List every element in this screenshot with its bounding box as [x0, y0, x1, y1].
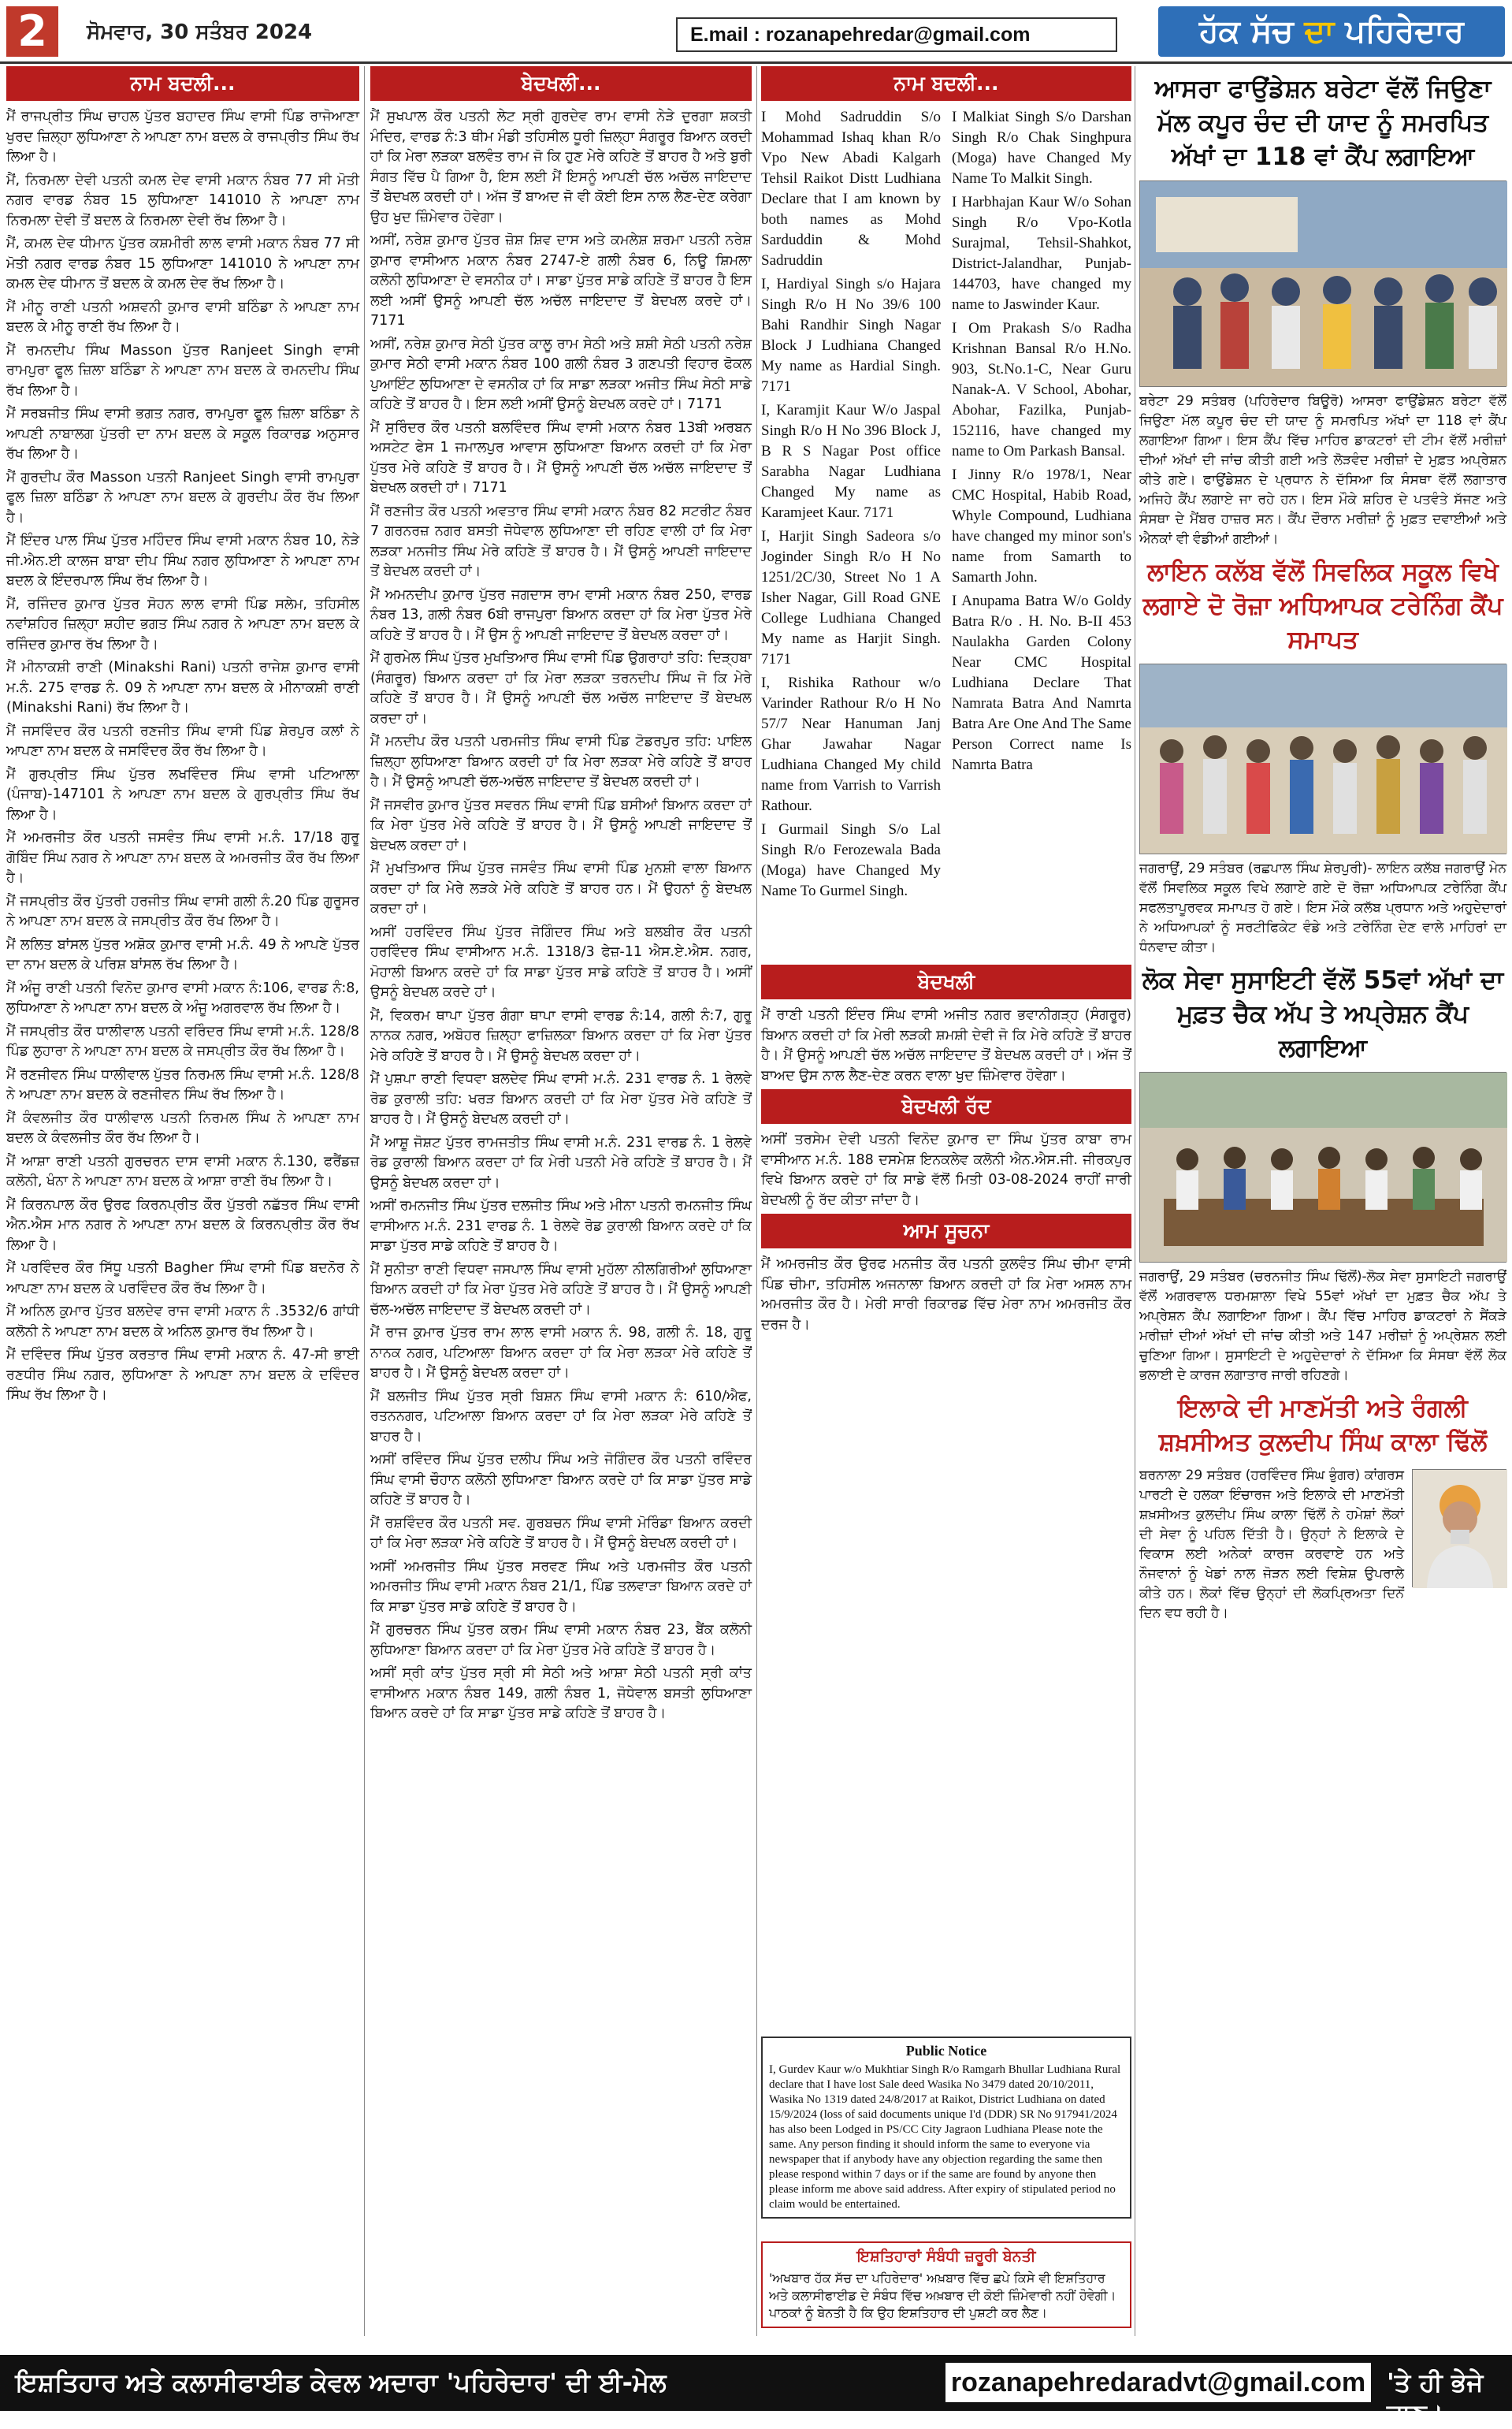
- portrait-photo: [1412, 1469, 1506, 1587]
- column-divider: [364, 66, 365, 2336]
- footer-text: ਇਸ਼ਤਿਹਾਰ ਅਤੇ ਕਲਾਸੀਫਾਈਡ ਕੇਵਲ ਅਦਾਰਾ 'ਪਹਿਰੇਦਾਰ' ਦੀ ਈ-ਮੇਲ: [16, 2368, 667, 2397]
- notice-item: ਮੈਂ ਰਾਜਪ੍ਰੀਤ ਸਿੰਘ ਚਾਹਲ ਪੁੱਤਰ ਬਹਾਦਰ ਸਿੰਘ ਵਾਸੀ ਪਿੰਡ ਰਾਜੋਆਣਾ ਖੁਰਦ ਜ਼ਿਲ੍ਹਾ ਲੁਧਿਆਣਾ ਨੇ ਆਪਣਾ ਨਾਮ ਬਦਲ ਕੇ ਰਾਜਪ੍ਰੀਤ ਸਿੰਘ ਰੱਖ ਲਿਆ ਹੈ।: [6, 109, 359, 165]
- bedakhli-heading: ਬੇਦਖਲੀ: [761, 965, 1131, 999]
- column-name-change-1: [6, 66, 359, 2336]
- adv-heading: ਇਸ਼ਤਿਹਾਰਾਂ ਸੰਬੰਧੀ ਜ਼ਰੂਰੀ ਬੇਨਤੀ: [856, 2248, 1036, 2265]
- notice-item: ਮੈਂ ਸੁਰਿੰਦਰ ਕੌਰ ਪਤਨੀ ਬਲਵਿੰਦਰ ਸਿੰਘ ਵਾਸੀ ਮਕਾਨ ਨੰਬਰ 13ਬੀ ਅਰਬਨ ਅਸਟੇਟ ਫੇਸ 1 ਜਮਾਲਪੁਰ ਆਵਾਸ ਲੁਧਿਆਣਾ ਬਿਆਨ ਕਰਦੀ ਹਾਂ ਕਿ ਮੇਰਾ ਪੁੱਤਰ ਮੇਰੇ ਕਹਿਣੇ ਤੋਂ ਬਾਹਰ ਹੈ। ਮੈਂ ਉਸਨੂੰ ਆਪਣੀ ਚੱਲ ਅਚੱਲ ਜਾਇਦਾਦ ਤੋਂ ਬੇਦਖਲ ਕਰਦੀ ਹਾਂ। 7171: [370, 419, 752, 496]
- notice-item: I Malkiat Singh S/o Darshan Singh R/o Chak Singhpura (Moga) have Changed My Name To Malkit Singh.: [952, 109, 1131, 187]
- notice-item: ਮੈਂ ਸੁਨੀਤਾ ਰਾਣੀ ਵਿਧਵਾ ਜਸਪਾਲ ਸਿੰਘ ਵਾਸੀ ਮੁਹੱਲਾ ਨੀਲਗਿਰੀਆਂ ਲੁਧਿਆਣਾ ਬਿਆਨ ਕਰਦੀ ਹਾਂ ਕਿ ਮੇਰਾ ਪੁੱਤਰ ਮੇਰੇ ਕਹਿਣੇ ਤੋਂ ਬਾਹਰ ਹੈ। ਮੈਂ ਉਸਨੂੰ ਆਪਣੀ ਚੱਲ-ਅਚੱਲ ਜਾਇਦਾਦ ਤੋਂ ਬੇਦਖਲ ਕਰਦੀ ਹਾਂ।: [370, 1261, 752, 1318]
- notice-item: ਮੈਂ ਕੰਵਲਜੀਤ ਕੌਰ ਧਾਲੀਵਾਲ ਪਤਨੀ ਨਿਰਮਲ ਸਿੰਘ ਨੇ ਆਪਣਾ ਨਾਮ ਬਦਲ ਕੇ ਕੰਵਲਜੀਤ ਕੌਰ ਰੱਖ ਲਿਆ ਹੈ।: [6, 1110, 359, 1146]
- notice-item: ਮੈਂ ਜਸਪ੍ਰੀਤ ਕੌਰ ਧਾਲੀਵਾਲ ਪਤਨੀ ਵਰਿੰਦਰ ਸਿੰਘ ਵਾਸੀ ਮ.ਨੰ. 128/8 ਪਿੰਡ ਲੁਹਾਰਾ ਨੇ ਆਪਣਾ ਨਾਮ ਬਦਲ ਕੇ ਜਸਪ੍ਰੀਤ ਕੌਰ ਰੱਖ ਲਿਆ ਹੈ।: [6, 1023, 359, 1059]
- footer-email[interactable]: rozanapehredaradvt@gmail.com: [945, 2363, 1371, 2402]
- english-notices-right: [952, 107, 1131, 779]
- notice-item: I Harbhajan Kaur W/o Sohan Singh R/o Vpo-Kotla Surajmal, Tehsil-Shahkot, District-Jalandhar, Punjab-144703, have changed my name to Jaswinder Kaur.: [952, 194, 1131, 313]
- notice-item: ਮੈਂ ਰਸ਼ਵਿੰਦਰ ਕੌਰ ਪਤਨੀ ਸਵ. ਗੁਰਬਚਨ ਸਿੰਘ ਵਾਸੀ ਮੋਰਿੰਡਾ ਬਿਆਨ ਕਰਦੀ ਹਾਂ ਕਿ ਮੇਰਾ ਲੜਕਾ ਮੇਰੇ ਕਹਿਣੇ ਤੋਂ ਬਾਹਰ ਹੈ। ਮੈਂ ਉਸਨੂੰ ਬੇਦਖਲ ਕਰਦੀ ਹਾਂ।: [370, 1515, 752, 1551]
- adv-text: 'ਅਖਬਾਰ ਹੱਕ ਸੱਚ ਦਾ ਪਹਿਰੇਦਾਰ' ਅਖ਼ਬਾਰ ਵਿੱਚ ਛਪੇ ਕਿਸੇ ਵੀ ਇਸ਼ਤਿਹਾਰ ਅਤੇ ਕਲਾਸੀਫਾਈਡ ਦੇ ਸੰਬੰਧ ਵਿੱਚ ਅਖ਼ਬਾਰ ਦੀ ਕੋਈ ਜ਼ਿੰਮੇਵਾਰੀ ਨਹੀਂ ਹੋਵੇਗੀ। ਪਾਠਕਾਂ ਨੂੰ ਬੇਨਤੀ ਹੈ ਕਿ ਉਹ ਇਸ਼ਤਿਹਾਰ ਦੀ ਪੁਸ਼ਟੀ ਕਰ ਲੈਣ।: [769, 2271, 1116, 2320]
- notice-item: ਮੈਂ ਪਰਵਿੰਦਰ ਕੌਰ ਸਿੱਧੂ ਪਤਨੀ Bagher ਸਿੰਘ ਵਾਸੀ ਪਿੰਡ ਬਦਨੋਰ ਨੇ ਆਪਣਾ ਨਾਮ ਬਦਲ ਕੇ ਪਰਵਿੰਦਰ ਕੌਰ ਰੱਖ ਲਿਆ ਹੈ।: [6, 1260, 359, 1296]
- notice-item: I Mohd Sadruddin S/o Mohammad Ishaq khan R/o Vpo New Abadi Kalgarh Tehsil Raikot Distt Ludhiana Declare that I am known by both names as Mohd Sarduddin & Mohd Sadruddin: [761, 109, 941, 269]
- public-notice-box: [761, 2037, 1131, 2219]
- notice-item: ਮੈਂ, ਵਿਕਰਮ ਥਾਪਾ ਪੁੱਤਰ ਗੰਗਾ ਥਾਪਾ ਵਾਸੀ ਵਾਰਡ ਨੰ:14, ਗਲੀ ਨੰ:7, ਗੁਰੂ ਨਾਨਕ ਨਗਰ, ਅਬੋਹਰ ਜ਼ਿਲ੍ਹਾ ਫਾਜ਼ਿਲਕਾ ਬਿਆਨ ਕਰਦਾ ਹਾਂ ਕਿ ਮੇਰਾ ਪੁੱਤਰ ਮੇਰੇ ਕਹਿਣੇ ਤੋਂ ਬਾਹਰ ਹੈ। ਮੈਂ ਉਸਨੂੰ ਬੇਦਖਲ ਕਰਦਾ ਹਾਂ।: [370, 1007, 752, 1064]
- story1-text: ਬਰੇਟਾ 29 ਸਤੰਬਰ (ਪਹਿਰੇਦਾਰ ਬਿਊਰੋ) ਆਸਰਾ ਫਾਉਂਡੇਸ਼ਨ ਬਰੇਟਾ ਵੱਲੋਂ ਜਿਉਣਾ ਮੱਲ ਕਪੂਰ ਚੰਦ ਦੀ ਯਾਦ ਨੂੰ ਸਮਰਪਿਤ ਅੱਖਾਂ ਦਾ 118 ਵਾਂ ਕੈਂਪ ਲਗਾਇਆ ਗਿਆ। ਇਸ ਕੈਂਪ ਵਿੱਚ ਮਾਹਿਰ ਡਾਕਟਰਾਂ ਦੀ ਟੀਮ ਵੱਲੋਂ ਮਰੀਜ਼ਾਂ ਦੀਆਂ ਅੱਖਾਂ ਦੀ ਜਾਂਚ ਕੀਤੀ ਗਈ ਅਤੇ ਲੋੜਵੰਦ ਮਰੀਜ਼ਾਂ ਦੇ ਮੁਫ਼ਤ ਅਪ੍ਰੇਸ਼ਨ ਕੀਤੇ ਗਏ। ਫਾਉਂਡੇਸ਼ਨ ਦੇ ਪ੍ਰਧਾਨ ਨੇ ਦੱਸਿਆ ਕਿ ਸੰਸਥਾ ਵੱਲੋਂ ਲਗਾਤਾਰ ਅਜਿਹੇ ਕੈਂਪ ਲਗਾਏ ਜਾ ਰਹੇ ਹਨ। ਇਸ ਮੌਕੇ ਸ਼ਹਿਰ ਦੇ ਪਤਵੰਤੇ ਸੱਜਣ ਅਤੇ ਸੰਸਥਾ ਦੇ ਮੈਂਬਰ ਹਾਜ਼ਰ ਸਨ। ਕੈਂਪ ਦੌਰਾਨ ਮਰੀਜ਼ਾਂ ਨੂੰ ਮੁਫ਼ਤ ਦਵਾਈਆਂ ਅਤੇ ਐਨਕਾਂ ਵੀ ਵੰਡੀਆਂ ਗਈਆਂ।: [1139, 393, 1506, 547]
- section-heading: ਬੇਦਖਲੀ...: [370, 66, 752, 101]
- footer-banner: [0, 2355, 1512, 2428]
- notice-item: I, Hardiyal Singh s/o Hajara Singh R/o H No 39/6 100 Bahi Randhir Singh Nagar Block J Ludhiana Changed My name as Hardial Singh. 7171: [761, 276, 941, 395]
- column-name-change-2: [761, 66, 1131, 2336]
- header-email[interactable]: E.mail : rozanapehredar@gmail.com: [676, 17, 1117, 52]
- notice-item: ਮੈਂ ਰਮਨਦੀਪ ਸਿੰਘ Masson ਪੁੱਤਰ Ranjeet Singh ਵਾਸੀ ਰਾਮਪੁਰਾ ਫੂਲ ਜ਼ਿਲਾ ਬਠਿੰਡਾ ਨੇ ਆਪਣਾ ਨਾਮ ਬਦਲ ਕੇ ਰਮਨਦੀਪ ਸਿੰਘ ਰੱਖ ਲਿਆ ਹੈ।: [6, 342, 359, 399]
- page-header: [0, 0, 1512, 63]
- eye-camp-photo: [1139, 180, 1506, 387]
- notice-item: ਮੈਂ ਮੁਖਤਿਆਰ ਸਿੰਘ ਪੁੱਤਰ ਜਸਵੰਤ ਸਿੰਘ ਵਾਸੀ ਪਿੰਡ ਮੁਨਸ਼ੀ ਵਾਲਾ ਬਿਆਨ ਕਰਦਾ ਹਾਂ ਕਿ ਮੇਰੇ ਲੜਕੇ ਮੇਰੇ ਕਹਿਣੇ ਤੋਂ ਬਾਹਰ ਹਨ। ਮੈਂ ਉਹਨਾਂ ਨੂੰ ਬੇਦਖਲ ਕਰਦਾ ਹਾਂ।: [370, 861, 752, 917]
- notice-item: I, Karamjit Kaur W/o Jaspal Singh R/o H No 396 Block J, B R S Nagar Post office Sarabha Nagar Ludhiana Changed My name as Karamjeet Kaur. 7171: [761, 402, 941, 521]
- story4-headline[interactable]: ਇਲਾਕੇ ਦੀ ਮਾਣਮੱਤੀ ਅਤੇ ਰੰਗਲੀ ਸ਼ਖ਼ਸੀਅਤ ਕੁਲਦੀਪ ਸਿੰਘ ਕਾਲਾ ਢਿੱਲੋਂ: [1158, 1394, 1488, 1456]
- notice-item: ਮੈਂ ਆਸ਼ਾ ਰਾਣੀ ਪਤਨੀ ਗੁਰਚਰਨ ਦਾਸ ਵਾਸੀ ਮਕਾਨ ਨੰ.130, ਫਰੈਂਡਜ਼ ਕਲੋਨੀ, ਖੰਨਾ ਨੇ ਆਪਣਾ ਨਾਮ ਬਦਲ ਕੇ ਆਸ਼ਾ ਰਾਣੀ ਰੱਖ ਲਿਆ ਹੈ।: [6, 1153, 359, 1189]
- notice-item: ਮੈਂ ਅਨਿਲ ਕੁਮਾਰ ਪੁੱਤਰ ਬਲਦੇਵ ਰਾਜ ਵਾਸੀ ਮਕਾਨ ਨੰ .3532/6 ਗਾਂਧੀ ਕਲੋਨੀ ਨੇ ਆਪਣਾ ਨਾਮ ਬਦਲ ਕੇ ਅਨਿਲ ਕੁਮਾਰ ਰੱਖ ਲਿਆ ਹੈ।: [6, 1304, 359, 1340]
- story4-text: ਬਰਨਾਲਾ 29 ਸਤੰਬਰ (ਹਰਵਿੰਦਰ ਸਿੰਘ ਭੁੰਗਰ) ਕਾਂਗਰਸ ਪਾਰਟੀ ਦੇ ਹਲਕਾ ਇੰਚਾਰਜ ਅਤੇ ਇਲਾਕੇ ਦੀ ਮਾਣਮੱਤੀ ਸ਼ਖ਼ਸੀਅਤ ਕੁਲਦੀਪ ਸਿੰਘ ਕਾਲਾ ਢਿੱਲੋਂ ਨੇ ਹਮੇਸ਼ਾਂ ਲੋਕਾਂ ਦੀ ਸੇਵਾ ਨੂੰ ਪਹਿਲ ਦਿੱਤੀ ਹੈ। ਉਨ੍ਹਾਂ ਨੇ ਇਲਾਕੇ ਦੇ ਵਿਕਾਸ ਲਈ ਅਨੇਕਾਂ ਕਾਰਜ ਕਰਵਾਏ ਹਨ ਅਤੇ ਨੌਜਵਾਨਾਂ ਨੂੰ ਖੇਡਾਂ ਨਾਲ ਜੋੜਨ ਲਈ ਵਿਸ਼ੇਸ਼ ਉਪਰਾਲੇ ਕੀਤੇ ਹਨ। ਲੋਕਾਂ ਵਿੱਚ ਉਨ੍ਹਾਂ ਦੀ ਲੋਕਪ੍ਰਿਅਤਾ ਦਿਨੋਂ ਦਿਨ ਵਧ ਰਹੀ ਹੈ।: [1139, 1467, 1404, 1621]
- notice-item: I Om Prakash S/o Radha Krishnan Bansal R/o H.No. 903, St.No.1-C, Near Guru Nanak-A. V School, Abohar, Abohar, Fazilka, Punjab-152116, have changed my name to Om Parkash Bansal.: [952, 320, 1131, 459]
- public-notice-heading: Public Notice: [905, 2043, 987, 2059]
- notice-item: ਮੈਂ ਅੰਜੂ ਰਾਣੀ ਪਤਨੀ ਵਿਨੋਦ ਕੁਮਾਰ ਵਾਸੀ ਮਕਾਨ ਨੰ:106, ਵਾਰਡ ਨੰ:8, ਲੁਧਿਆਣਾ ਨੇ ਆਪਣਾ ਨਾਮ ਬਦਲ ਕੇ ਅੰਜੂ ਅਗਰਵਾਲ ਰੱਖ ਲਿਆ ਹੈ।: [6, 980, 359, 1016]
- notice-item: ਅਸੀਂ ਰਮਨਜੀਤ ਸਿੰਘ ਪੁੱਤਰ ਦਲਜੀਤ ਸਿੰਘ ਅਤੇ ਮੀਨਾ ਪਤਨੀ ਰਮਨਜੀਤ ਸਿੰਘ ਵਾਸੀਆਨ ਮ.ਨੰ. 231 ਵਾਰਡ ਨੰ. 1 ਰੇਲਵੇ ਰੋਡ ਕੁਰਾਲੀ ਬਿਆਨ ਕਰਦੇ ਹਾਂ ਕਿ ਸਾਡਾ ਪੁੱਤਰ ਸਾਡੇ ਕਹਿਣੇ ਤੋਂ ਬਾਹਰ ਹੈ।: [370, 1198, 752, 1254]
- notice-item: ਮੈਂ ਗੁਰਚਰਨ ਸਿੰਘ ਪੁੱਤਰ ਕਰਮ ਸਿੰਘ ਵਾਸੀ ਮਕਾਨ ਨੰਬਰ 23, ਬੈਂਕ ਕਲੋਨੀ ਲੁਧਿਆਣਾ ਬਿਆਨ ਕਰਦਾ ਹਾਂ ਕਿ ਮੇਰਾ ਪੁੱਤਰ ਮੇਰੇ ਕਹਿਣੇ ਤੋਂ ਬਾਹਰ ਹੈ।: [370, 1622, 752, 1658]
- notice-item: ਮੈਂ ਅਮਨਦੀਪ ਕੁਮਾਰ ਪੁੱਤਰ ਜਗਦਾਸ ਰਾਮ ਵਾਸੀ ਮਕਾਨ ਨੰਬਰ 250, ਵਾਰਡ ਨੰਬਰ 13, ਗਲੀ ਨੰਬਰ 6ਬੀ ਰਾਜਪੁਰਾ ਬਿਆਨ ਕਰਦਾ ਹਾਂ ਕਿ ਮੇਰਾ ਪੁੱਤਰ ਮੇਰੇ ਕਹਿਣੇ ਤੋਂ ਬਾਹਰ ਹੈ। ਮੈਂ ਉਸ ਨੂੰ ਆਪਣੀ ਜਾਇਦਾਦ ਤੋਂ ਬੇਦਖਲ ਕਰਦਾ ਹਾਂ।: [370, 586, 752, 643]
- notice-item: ਮੈਂ ਬਲਜੀਤ ਸਿੰਘ ਪੁੱਤਰ ਸ੍ਰੀ ਬਿਸ਼ਨ ਸਿੰਘ ਵਾਸੀ ਮਕਾਨ ਨੰ: 610/ਐਫ, ਰਤਨਨਗਰ, ਪਟਿਆਲਾ ਬਿਆਨ ਕਰਦਾ ਹਾਂ ਕਿ ਮੇਰਾ ਲੜਕਾ ਮੇਰੇ ਕਹਿਣੇ ਤੋਂ ਬਾਹਰ ਹੈ।: [370, 1388, 752, 1445]
- column-eviction: [370, 66, 752, 2336]
- bedakhli-notice: ਮੈਂ ਰਾਣੀ ਪਤਨੀ ਇੰਦਰ ਸਿੰਘ ਵਾਸੀ ਅਜੀਤ ਨਗਰ ਭਵਾਨੀਗੜ੍ਹ (ਸੰਗਰੂਰ) ਬਿਆਨ ਕਰਦੀ ਹਾਂ ਕਿ ਮੇਰੀ ਲੜਕੀ ਸ਼ਮਸ਼ੀ ਦੇਵੀ ਜੋ ਕਿ ਮੇਰੇ ਕਹਿਣੇ ਤੋਂ ਬਾਹਰ ਹੈ। ਮੈਂ ਉਸਨੂੰ ਆਪਣੀ ਚੱਲ ਅਚੱਲ ਜਾਇਦਾਦ ਤੋਂ ਬੇਦਖਲ ਕਰਦੀ ਹਾਂ। ਅੱਜ ਤੋਂ ਬਾਅਦ ਉਸ ਨਾਲ ਲੈਣ-ਦੇਣ ਕਰਨ ਵਾਲਾ ਖੁਦ ਜ਼ਿੰਮੇਵਾਰ ਹੋਵੇਗਾ।: [761, 1007, 1131, 1084]
- notice-item: ਮੈਂ, ਰਜਿੰਦਰ ਕੁਮਾਰ ਪੁੱਤਰ ਸੋਹਨ ਲਾਲ ਵਾਸੀ ਪਿੰਡ ਸਲੇਮ, ਤਹਿਸੀਲ ਨਵਾਂਸ਼ਹਿਰ ਜ਼ਿਲ੍ਹਾ ਸ਼ਹੀਦ ਭਗਤ ਸਿੰਘ ਨਗਰ ਨੇ ਆਪਣਾ ਨਾਮ ਬਦਲ ਕੇ ਰਜਿੰਦਰ ਕੁਮਾਰ ਰੱਖ ਲਿਆ ਹੈ।: [6, 596, 359, 653]
- eye-checkup-photo: [1139, 1072, 1506, 1263]
- notice-item: ਅਸੀਂ ਸ੍ਰੀ ਕਾਂਤ ਪੁੱਤਰ ਸ੍ਰੀ ਸੀ ਸੇਠੀ ਅਤੇ ਆਸ਼ਾ ਸੇਠੀ ਪਤਨੀ ਸ੍ਰੀ ਕਾਂਤ ਵਾਸੀਆਨ ਮਕਾਨ ਨੰਬਰ 149, ਗਲੀ ਨੰਬਰ 1, ਜੋਧੇਵਾਲ ਬਸਤੀ ਲੁਧਿਆਣਾ ਬਿਆਨ ਕਰਦੇ ਹਾਂ ਕਿ ਸਾਡਾ ਪੁੱਤਰ ਸਾਡੇ ਕਹਿਣੇ ਤੋਂ ਬਾਹਰ ਹੈ।: [370, 1665, 752, 1721]
- english-notices-left: [761, 107, 941, 905]
- notice-item: ਮੈਂ ਗੁਰਦੀਪ ਕੌਰ Masson ਪਤਨੀ Ranjeet Singh ਵਾਸੀ ਰਾਮਪੁਰਾ ਫੂਲ ਜ਼ਿਲਾ ਬਠਿੰਡਾ ਨੇ ਆਪਣਾ ਨਾਮ ਬਦਲ ਕੇ ਗੁਰਦੀਪ ਕੌਰ ਰੱਖ ਲਿਆ ਹੈ।: [6, 469, 359, 526]
- notice-item: ਮੈਂ, ਕਮਲ ਦੇਵ ਧੀਮਾਨ ਪੁੱਤਰ ਕਸ਼ਮੀਰੀ ਲਾਲ ਵਾਸੀ ਮਕਾਨ ਨੰਬਰ 77 ਸੀ ਮੋਤੀ ਨਗਰ ਵਾਰਡ ਨੰਬਰ 15 ਲੁਧਿਆਣਾ 141010 ਨੇ ਆਪਣਾ ਨਾਮ ਕਮਲ ਦੇਵ ਧੀਮਾਨ ਤੋਂ ਬਦਲ ਕੇ ਕਮਲ ਦੇਵ ਰੱਖ ਲਿਆ ਹੈ।: [6, 236, 359, 292]
- story2-text: ਜਗਰਾਉਂ, 29 ਸਤੰਬਰ (ਰਛਪਾਲ ਸਿੰਘ ਸ਼ੇਰਪੁਰੀ)- ਲਾਇਨ ਕਲੱਬ ਜਗਰਾਉਂ ਮੇਨ ਵੱਲੋਂ ਸਿਵਲਿਕ ਸਕੂਲ ਵਿਖੇ ਲਗਾਏ ਗਏ ਦੋ ਰੋਜ਼ਾ ਅਧਿਆਪਕ ਟਰੇਨਿੰਗ ਕੈਂਪ ਸਫਲਤਾਪੂਰਵਕ ਸਮਾਪਤ ਹੋ ਗਏ। ਇਸ ਮੌਕੇ ਕਲੱਬ ਪ੍ਰਧਾਨ ਅਤੇ ਅਹੁਦੇਦਾਰਾਂ ਨੇ ਅਧਿਆਪਕਾਂ ਨੂੰ ਸਰਟੀਫਿਕੇਟ ਵੰਡੇ ਅਤੇ ਟਰੇਨਿੰਗ ਦੇਣ ਵਾਲੇ ਮਾਹਿਰਾਂ ਦਾ ਧੰਨਵਾਦ ਕੀਤਾ।: [1139, 861, 1506, 955]
- public-notice-text: I, Gurdev Kaur w/o Mukhtiar Singh R/o Ramgarh Bhullar Ludhiana Rural declare that I have lost Sale deed Wasika No 3479 dated 20/10/2011, Wasika No 1319 dated 24/8/2017 at Raikot, District Ludhiana on dated 15/9/2024 (loss of said documents unique I'd (DDR) SR No 917941/2024 has also been Lodged in PS/CC City Jagraon Ludhiana Please note the same. Any person finding it should inform the same to everyone via newspaper that if anybody have any objection regarding the same then please respond within 7 days or if the same are found by anyone then please inform me above said address. After expiry of stipulated period no claim would be entertained.: [769, 2063, 1121, 2211]
- notice-item: ਮੈਂ ਸਰਬਜੀਤ ਸਿੰਘ ਵਾਸੀ ਭਗਤ ਨਗਰ, ਰਾਮਪੁਰਾ ਫੂਲ ਜ਼ਿਲਾ ਬਠਿੰਡਾ ਨੇ ਆਪਣੀ ਨਾਬਾਲਗ ਪੁੱਤਰੀ ਦਾ ਨਾਮ ਬਦਲ ਕੇ ਸਕੂਲ ਰਿਕਾਰਡ ਅਨੁਸਾਰ ਰੱਖ ਲਿਆ ਹੈ।: [6, 406, 359, 462]
- masthead-da: ਦਾ: [1304, 13, 1335, 50]
- aam-suchna-notice: ਮੈਂ ਅਮਰਜੀਤ ਕੌਰ ਉਰਫ ਮਨਜੀਤ ਕੌਰ ਪਤਨੀ ਕੁਲਵੰਤ ਸਿੰਘ ਚੀਮਾ ਵਾਸੀ ਪਿੰਡ ਚੀਮਾ, ਤਹਿਸੀਲ ਅਜਨਾਲਾ ਬਿਆਨ ਕਰਦੀ ਹਾਂ ਕਿ ਮੇਰਾ ਅਸਲ ਨਾਮ ਅਮਰਜੀਤ ਕੌਰ ਹੈ। ਮੇਰੀ ਸਾਰੀ ਰਿਕਾਰਡ ਵਿੱਚ ਮੇਰਾ ਨਾਮ ਅਮਰਜੀਤ ਕੌਰ ਦਰਜ ਹੈ।: [761, 1256, 1131, 1333]
- notice-item: ਅਸੀਂ ਅਮਰਜੀਤ ਸਿੰਘ ਪੁੱਤਰ ਸਰਵਣ ਸਿੰਘ ਅਤੇ ਪਰਮਜੀਤ ਕੌਰ ਪਤਨੀ ਅਮਰਜੀਤ ਸਿੰਘ ਵਾਸੀ ਮਕਾਨ ਨੰਬਰ 21/1, ਪਿੰਡ ਤਲਵਾੜਾ ਬਿਆਨ ਕਰਦੇ ਹਾਂ ਕਿ ਸਾਡਾ ਪੁੱਤਰ ਸਾਡੇ ਕਹਿਣੇ ਤੋਂ ਬਾਹਰ ਹੈ।: [370, 1558, 752, 1615]
- advertisement-disclaimer-box: [761, 2241, 1131, 2328]
- notice-item: ਮੈਂ ਰਣਜੀਵਨ ਸਿੰਘ ਧਾਲੀਵਾਲ ਪੁੱਤਰ ਨਿਰਮਲ ਸਿੰਘ ਵਾਸੀ ਮ.ਨੰ. 128/8 ਨੇ ਆਪਣਾ ਨਾਮ ਬਦਲ ਕੇ ਰਣਜੀਵਨ ਸਿੰਘ ਰੱਖ ਲਿਆ ਹੈ।: [6, 1066, 359, 1103]
- column-divider: [756, 66, 757, 2336]
- notice-item: I, Rishika Rathour w/o Varinder Rathour R/o H No 57/7 Near Hanuman Janj Ghar Jawahar Nagar Ludhiana Changed My child name from Varrish to Varrish Rathour.: [761, 675, 941, 814]
- bedakhli-radd-heading: ਬੇਦਖਲੀ ਰੱਦ: [761, 1089, 1131, 1124]
- masthead-right: ਪਹਿਰੇਦਾਰ: [1334, 13, 1464, 50]
- notice-item: ਮੈਂ ਇੰਦਰ ਪਾਲ ਸਿੰਘ ਪੁੱਤਰ ਮਹਿੰਦਰ ਸਿੰਘ ਵਾਸੀ ਮਕਾਨ ਨੰਬਰ 10, ਨੇੜੇ ਜੀ.ਐਨ.ਈ ਕਾਲਜ ਬਾਬਾ ਦੀਪ ਸਿੰਘ ਨਗਰ ਲੁਧਿਆਣਾ ਨੇ ਆਪਣਾ ਨਾਮ ਬਦਲ ਕੇ ਇੰਦਰਪਾਲ ਸਿੰਘ ਰੱਖ ਲਿਆ ਹੈ।: [6, 533, 359, 589]
- notice-item: ਮੈਂ ਗੁਰਮੇਲ ਸਿੰਘ ਪੁੱਤਰ ਮੁਖਤਿਆਰ ਸਿੰਘ ਵਾਸੀ ਪਿੰਡ ਉਗਰਾਹਾਂ ਤਹਿ: ਦਿੜ੍ਹਬਾ (ਸੰਗਰੂਰ) ਬਿਆਨ ਕਰਦਾ ਹਾਂ ਕਿ ਮੇਰਾ ਲੜਕਾ ਤਰਨਦੀਪ ਸਿੰਘ ਜੋ ਕਿ ਮੇਰੇ ਕਹਿਣੇ ਤੋਂ ਬਾਹਰ ਹੈ। ਮੈਂ ਉਸਨੂੰ ਆਪਣੀ ਚੱਲ ਅਚੱਲ ਜਾਇਦਾਦ ਤੋਂ ਬੇਦਖਲ ਕਰਦਾ ਹਾਂ।: [370, 650, 752, 727]
- notice-item: I Jinny R/o 1978/1, Near CMC Hospital, Habib Road, Whyle Compound, Ludhiana have changed my minor son's name from Samarth to Samarth John.: [952, 467, 1131, 586]
- notice-item: I Anupama Batra W/o Goldy Batra R/o . H. No. B-II 453 Naulakha Garden Colony Near CMC Hospital Ludhiana Declare That Namrata Batra And Namrta Batra Are One And The Same Person Correct name Is Namrta Batra: [952, 593, 1131, 773]
- notice-item: ਮੈਂ ਮੀਨੂ ਰਾਣੀ ਪਤਨੀ ਅਸ਼ਵਨੀ ਕੁਮਾਰ ਵਾਸੀ ਬਠਿੰਡਾ ਨੇ ਆਪਣਾ ਨਾਮ ਬਦਲ ਕੇ ਮੀਨੂ ਰਾਣੀ ਰੱਖ ਲਿਆ ਹੈ।: [6, 299, 359, 335]
- aam-suchna-heading: ਆਮ ਸੂਚਨਾ: [761, 1214, 1131, 1248]
- notice-item: I Gurmail Singh S/o Lal Singh R/o Ferozewala Bada (Moga) have Changed My Name To Gurmel Singh.: [761, 821, 941, 899]
- notice-item: ਮੈਂ ਸੁਖਪਾਲ ਕੌਰ ਪਤਨੀ ਲੇਟ ਸ੍ਰੀ ਗੁਰਦੇਵ ਰਾਮ ਵਾਸੀ ਨੇੜੇ ਦੁਰਗਾ ਸ਼ਕਤੀ ਮੰਦਿਰ, ਵਾਰਡ ਨੰ:3 ਥੀਮ ਮੰਡੀ ਤਹਿਸੀਲ ਧੂਰੀ ਜ਼ਿਲ੍ਹਾ ਸੰਗਰੂਰ ਬਿਆਨ ਕਰਦੀ ਹਾਂ ਕਿ ਮੇਰਾ ਲੜਕਾ ਬਲਵੰਤ ਰਾਮ ਜੋ ਕਿ ਹੁਣ ਮੇਰੇ ਕਹਿਣੇ ਤੋਂ ਬਾਹਰ ਹੈ ਅਤੇ ਬੁਰੀ ਸੰਗਤ ਵਿੱਚ ਪੈ ਗਿਆ ਹੈ, ਇਸ ਲਈ ਮੈਂ ਇਸਨੂੰ ਆਪਣੀ ਚੱਲ ਅਚੱਲ ਜਾਇਦਾਦ ਤੋਂ ਬੇਦਖਲ ਕਰਦੀ ਹਾਂ। ਅੱਜ ਤੋਂ ਬਾਅਦ ਜੋ ਵੀ ਕੋਈ ਇਸ ਨਾਲ ਲੈਣ-ਦੇਣ ਕਰੇਗਾ ਉਹ ਖੁਦ ਜ਼ਿੰਮੇਵਾਰ ਹੋਵੇਗਾ।: [370, 109, 752, 225]
- notice-item: ਮੈਂ ਮਨਦੀਪ ਕੌਰ ਪਤਨੀ ਪਰਮਜੀਤ ਸਿੰਘ ਵਾਸੀ ਪਿੰਡ ਟੋਡਰਪੁਰ ਤਹਿ: ਪਾਇਲ ਜ਼ਿਲ੍ਹਾ ਲੁਧਿਆਣਾ ਬਿਆਨ ਕਰਦੀ ਹਾਂ ਕਿ ਮੇਰਾ ਲੜਕਾ ਮੇਰੇ ਕਹਿਣੇ ਤੋਂ ਬਾਹਰ ਹੈ। ਮੈਂ ਉਸਨੂੰ ਆਪਣੀ ਚੱਲ-ਅਚੱਲ ਜਾਇਦਾਦ ਤੋਂ ਬੇਦਖਲ ਕਰਦੀ ਹਾਂ।: [370, 734, 752, 790]
- notice-item: ਮੈਂ ਰਣਜੀਤ ਕੌਰ ਪਤਨੀ ਅਵਤਾਰ ਸਿੰਘ ਵਾਸੀ ਮਕਾਨ ਨੰਬਰ 82 ਸਟਰੀਟ ਨੰਬਰ 7 ਗਰਨਰਜ਼ ਨਗਰ ਬਸਤੀ ਜੋਧੇਵਾਲ ਲੁਧਿਆਣਾ ਦੀ ਰਹਿਣ ਵਾਲੀ ਹਾਂ ਕਿ ਮੇਰਾ ਲੜਕਾ ਮਨਜੀਤ ਸਿੰਘ ਮੇਰੇ ਕਹਿਣੇ ਤੋਂ ਬਾਹਰ ਹੈ। ਮੈਂ ਉਸਨੂੰ ਆਪਣੀ ਜਾਇਦਾਦ ਤੋਂ ਬੇਦਖਲ ਕਰਦੀ ਹਾਂ।: [370, 503, 752, 579]
- story3-headline[interactable]: ਲੋਕ ਸੇਵਾ ਸੁਸਾਇਟੀ ਵੱਲੋਂ 55ਵਾਂ ਅੱਖਾਂ ਦਾ ਮੁਫ਼ਤ ਚੈਕ ਅੱਪ ਤੇ ਅਪ੍ਰੇਸ਼ਨ ਕੈਂਪ ਲਗਾਇਆ: [1142, 966, 1504, 1062]
- notice-item: ਅਸੀਂ ਰਵਿੰਦਰ ਸਿੰਘ ਪੁੱਤਰ ਦਲੀਪ ਸਿੰਘ ਅਤੇ ਜੋਗਿੰਦਰ ਕੌਰ ਪਤਨੀ ਰਵਿੰਦਰ ਸਿੰਘ ਵਾਸੀ ਚੌਹਾਨ ਕਲੋਨੀ ਲੁਧਿਆਣਾ ਬਿਆਨ ਕਰਦੇ ਹਾਂ ਕਿ ਸਾਡਾ ਪੁੱਤਰ ਸਾਡੇ ਕਹਿਣੇ ਤੋਂ ਬਾਹਰ ਹੈ।: [370, 1452, 752, 1508]
- lower-notices: [761, 965, 1131, 1338]
- notice-item: ਮੈਂ ਪੁਸ਼ਪਾ ਰਾਣੀ ਵਿਧਵਾ ਬਲਦੇਵ ਸਿੰਘ ਵਾਸੀ ਮ.ਨੰ. 231 ਵਾਰਡ ਨੰ. 1 ਰੇਲਵੇ ਰੋਡ ਕੁਰਾਲੀ ਤਹਿ: ਖਰੜ ਬਿਆਨ ਕਰਦੀ ਹਾਂ ਕਿ ਮੇਰਾ ਪੁੱਤਰ ਮੇਰੇ ਕਹਿਣੇ ਤੋਂ ਬਾਹਰ ਹੈ। ਮੈਂ ਉਸਨੂੰ ਬੇਦਖਲ ਕਰਦੀ ਹਾਂ।: [370, 1071, 752, 1127]
- section-heading: ਨਾਮ ਬਦਲੀ...: [761, 66, 1131, 101]
- notice-item: ਮੈਂ ਜਸਵੀਰ ਕੁਮਾਰ ਪੁੱਤਰ ਸਵਰਨ ਸਿੰਘ ਵਾਸੀ ਪਿੰਡ ਬਸੀਆਂ ਬਿਆਨ ਕਰਦਾ ਹਾਂ ਕਿ ਮੇਰਾ ਪੁੱਤਰ ਮੇਰੇ ਕਹਿਣੇ ਤੋਂ ਬਾਹਰ ਹੈ। ਮੈਂ ਉਸਨੂੰ ਆਪਣੀ ਜਾਇਦਾਦ ਤੋਂ ਬੇਦਖਲ ਕਰਦਾ ਹਾਂ।: [370, 797, 752, 854]
- masthead-left: ਹੱਕ ਸੱਚ: [1199, 13, 1305, 50]
- training-camp-photo: [1139, 664, 1506, 854]
- notice-list: [6, 107, 359, 1406]
- bedakhli-radd-notice: ਅਸੀਂ ਤਰਸੇਮ ਦੇਵੀ ਪਤਨੀ ਵਿਨੋਦ ਕੁਮਾਰ ਦਾ ਸਿੰਘ ਪੁੱਤਰ ਕਾਬਾ ਰਾਮ ਵਾਸੀਆਨ ਮ.ਨੰ. 188 ਦਸਮੇਸ਼ ਇਨਕਲੇਵ ਕਲੋਨੀ ਐਨ.ਐਸ.ਜੀ. ਜੀਰਕਪੁਰ ਵਿਖੇ ਬਿਆਨ ਕਰਦੇ ਹਾਂ ਕਿ ਸਾਡੇ ਵੱਲੋਂ ਮਿਤੀ 03-08-2024 ਰਾਹੀਂ ਜਾਰੀ ਬੇਦਖਲੀ ਨੂੰ ਰੱਦ ਕੀਤਾ ਜਾਂਦਾ ਹੈ।: [761, 1132, 1131, 1208]
- column-news: [1139, 66, 1506, 2336]
- notice-item: ਮੈਂ ਦਵਿੰਦਰ ਸਿੰਘ ਪੁੱਤਰ ਕਰਤਾਰ ਸਿੰਘ ਵਾਸੀ ਮਕਾਨ ਨੰ. 47-ਸੀ ਭਾਈ ਰਣਧੀਰ ਸਿੰਘ ਨਗਰ, ਲੁਧਿਆਣਾ ਨੇ ਆਪਣਾ ਨਾਮ ਬਦਲ ਕੇ ਦਵਿੰਦਰ ਸਿੰਘ ਰੱਖ ਲਿਆ ਹੈ।: [6, 1347, 359, 1403]
- footer-tail: 'ਤੇ ਹੀ ਭੇਜੇ ਜਾਣ।: [1387, 2368, 1484, 2428]
- notice-item: ਅਸੀਂ ਹਰਵਿੰਦਰ ਸਿੰਘ ਪੁੱਤਰ ਜੋਗਿੰਦਰ ਸਿੰਘ ਅਤੇ ਬਲਬੀਰ ਕੌਰ ਪਤਨੀ ਹਰਵਿੰਦਰ ਸਿੰਘ ਵਾਸੀਆਨ ਮ.ਨੰ. 1318/3 ਫੇਜ਼-11 ਐਸ.ਏ.ਐਸ. ਨਗਰ, ਮੋਹਾਲੀ ਬਿਆਨ ਕਰਦੇ ਹਾਂ ਕਿ ਸਾਡਾ ਪੁੱਤਰ ਸਾਡੇ ਕਹਿਣੇ ਤੋਂ ਬਾਹਰ ਹੈ। ਅਸੀਂ ਉਸਨੂੰ ਬੇਦਖਲ ਕਰਦੇ ਹਾਂ।: [370, 924, 752, 1000]
- story2-headline[interactable]: ਲਾਇਨ ਕਲੱਬ ਵੱਲੋਂ ਸਿਵਲਿਕ ਸਕੂਲ ਵਿਖੇ ਲਗਾਏ ਦੋ ਰੋਜ਼ਾ ਅਧਿਆਪਕ ਟਰੇਨਿੰਗ ਕੈਂਪ ਸਮਾਪਤ: [1142, 558, 1503, 654]
- notice-item: ਅਸੀਂ, ਨਰੇਸ਼ ਕੁਮਾਰ ਪੁੱਤਰ ਜ਼ੋਸ਼ ਸ਼ਿਵ ਦਾਸ ਅਤੇ ਕਮਲੇਸ਼ ਸ਼ਰਮਾ ਪਤਨੀ ਨਰੇਸ਼ ਕੁਮਾਰ ਵਾਸੀਆਨ ਮਕਾਨ ਨੰਬਰ 2747-ਏ ਗਲੀ ਨੰਬਰ 6, ਨਿਊ ਸ਼ਿਮਲਾ ਕਲੋਨੀ ਲੁਧਿਆਣਾ ਦੇ ਵਸਨੀਕ ਹਾਂ। ਸਾਡਾ ਪੁੱਤਰ ਸਾਡੇ ਕਹਿਣੇ ਤੋਂ ਬਾਹਰ ਹੈ ਇਸ ਲਈ ਅਸੀਂ ਉਸਨੂੰ ਆਪਣੀ ਚੱਲ ਅਚੱਲ ਜਾਇਦਾਦ ਤੋਂ ਬੇਦਖਲ ਕਰਦੇ ਹਾਂ। 7171: [370, 232, 752, 329]
- notice-item: ਮੈਂ, ਨਿਰਮਲਾ ਦੇਵੀ ਪਤਨੀ ਕਮਲ ਦੇਵ ਵਾਸੀ ਮਕਾਨ ਨੰਬਰ 77 ਸੀ ਮੋਤੀ ਨਗਰ ਵਾਰਡ ਨੰਬਰ 15 ਲੁਧਿਆਣਾ 141010 ਨੇ ਆਪਣਾ ਨਾਮ ਨਿਰਮਲਾ ਦੇਵੀ ਤੋਂ ਬਦਲ ਕੇ ਨਿਰਮਲਾ ਦੇਵੀ ਰੱਖ ਲਿਆ ਹੈ।: [6, 172, 359, 229]
- section-heading: ਨਾਮ ਬਦਲੀ...: [6, 66, 359, 101]
- notice-item: ਮੈਂ ਕਿਰਨਪਾਲ ਕੌਰ ਉਰਫ ਕਿਰਨਪ੍ਰੀਤ ਕੌਰ ਪੁੱਤਰੀ ਨਛੱਤਰ ਸਿੰਘ ਵਾਸੀ ਐਨ.ਐਸ ਮਾਨ ਨਗਰ ਨੇ ਆਪਣਾ ਨਾਮ ਬਦਲ ਕੇ ਕਿਰਨਪ੍ਰੀਤ ਕੌਰ ਰੱਖ ਲਿਆ ਹੈ।: [6, 1196, 359, 1253]
- page-number: 2: [6, 6, 58, 57]
- notice-item: ਮੈਂ ਜਸਵਿੰਦਰ ਕੌਰ ਪਤਨੀ ਰਣਜੀਤ ਸਿੰਘ ਵਾਸੀ ਪਿੰਡ ਸ਼ੇਰਪੁਰ ਕਲਾਂ ਨੇ ਆਪਣਾ ਨਾਮ ਬਦਲ ਕੇ ਜਸਵਿੰਦਰ ਕੌਰ ਰੱਖ ਲਿਆ ਹੈ।: [6, 723, 359, 759]
- story3-text: ਜਗਰਾਉਂ, 29 ਸਤੰਬਰ (ਚਰਨਜੀਤ ਸਿੰਘ ਢਿੱਲੋਂ)-ਲੋਕ ਸੇਵਾ ਸੁਸਾਇਟੀ ਜਗਰਾਉਂ ਵੱਲੋਂ ਅਗਰਵਾਲ ਧਰਮਸ਼ਾਲਾ ਵਿਖੇ 55ਵਾਂ ਅੱਖਾਂ ਦਾ ਮੁਫ਼ਤ ਚੈਕ ਅੱਪ ਤੇ ਅਪ੍ਰੇਸ਼ਨ ਕੈਂਪ ਲਗਾਇਆ ਗਿਆ। ਕੈਂਪ ਵਿੱਚ ਮਾਹਿਰ ਡਾਕਟਰਾਂ ਨੇ ਸੈਂਕੜੇ ਮਰੀਜ਼ਾਂ ਦੀਆਂ ਅੱਖਾਂ ਦੀ ਜਾਂਚ ਕੀਤੀ ਅਤੇ 147 ਮਰੀਜ਼ਾਂ ਨੂੰ ਅਪ੍ਰੇਸ਼ਨ ਲਈ ਚੁਣਿਆ ਗਿਆ। ਸੁਸਾਇਟੀ ਦੇ ਅਹੁਦੇਦਾਰਾਂ ਨੇ ਦੱਸਿਆ ਕਿ ਸੰਸਥਾ ਵੱਲੋਂ ਲੋਕ ਭਲਾਈ ਦੇ ਕਾਰਜ ਲਗਾਤਾਰ ਜਾਰੀ ਰਹਿਣਗੇ।: [1139, 1269, 1506, 1383]
- story1-headline[interactable]: ਆਸਰਾ ਫਾਉਂਡੇਸ਼ਨ ਬਰੇਟਾ ਵੱਲੋਂ ਜਿਉਣਾ ਮੱਲ ਕਪੂਰ ਚੰਦ ਦੀ ਯਾਦ ਨੂੰ ਸਮਰਪਿਤ ਅੱਖਾਂ ਦਾ 118 ਵਾਂ ਕੈਂਪ ਲਗਾਇਆ: [1154, 75, 1492, 171]
- notice-list: [370, 107, 752, 1724]
- notice-item: ਮੈਂ ਜਸਪ੍ਰੀਤ ਕੌਰ ਪੁੱਤਰੀ ਹਰਜੀਤ ਸਿੰਘ ਵਾਸੀ ਗਲੀ ਨੰ.20 ਪਿੰਡ ਗੁਰੂਸਰ ਨੇ ਆਪਣਾ ਨਾਮ ਬਦਲ ਕੇ ਜਸਪ੍ਰੀਤ ਕੌਰ ਰੱਖ ਲਿਆ ਹੈ।: [6, 893, 359, 929]
- header-rule: [0, 61, 1512, 64]
- notice-item: ਮੈਂ ਮੀਨਾਕਸ਼ੀ ਰਾਣੀ (Minakshi Rani) ਪਤਨੀ ਰਾਜੇਸ਼ ਕੁਮਾਰ ਵਾਸੀ ਮ.ਨੰ. 275 ਵਾਰਡ ਨੰ. 09 ਨੇ ਆਪਣਾ ਨਾਮ ਬਦਲ ਕੇ ਮੀਨਾਕਸ਼ੀ ਰਾਣੀ (Minakshi Rani) ਰੱਖ ਲਿਆ ਹੈ।: [6, 660, 359, 716]
- notice-item: ਮੈਂ ਆਸ਼ੂ ਜੋਸ਼ਟ ਪੁੱਤਰ ਰਾਮਜਤੀਤ ਸਿੰਘ ਵਾਸੀ ਮ.ਨੰ. 231 ਵਾਰਡ ਨੰ. 1 ਰੇਲਵੇ ਰੋਡ ਕੁਰਾਲੀ ਬਿਆਨ ਕਰਦਾ ਹਾਂ ਕਿ ਮੇਰੀ ਪਤਨੀ ਮੇਰੇ ਕਹਿਣੇ ਤੋਂ ਬਾਹਰ ਹੈ। ਮੈਂ ਉਸਨੂੰ ਬੇਦਖਲ ਕਰਦਾ ਹਾਂ।: [370, 1134, 752, 1191]
- issue-date: ਸੋਮਵਾਰ, 30 ਸਤੰਬਰ 2024: [87, 20, 313, 44]
- notice-item: ਮੈਂ ਰਾਜ ਕੁਮਾਰ ਪੁੱਤਰ ਰਾਮ ਲਾਲ ਵਾਸੀ ਮਕਾਨ ਨੰ. 98, ਗਲੀ ਨੰ. 18, ਗੁਰੂ ਨਾਨਕ ਨਗਰ, ਪਟਿਆਲਾ ਬਿਆਨ ਕਰਦਾ ਹਾਂ ਕਿ ਮੇਰਾ ਲੜਕਾ ਮੇਰੇ ਕਹਿਣੇ ਤੋਂ ਬਾਹਰ ਹੈ। ਮੈਂ ਉਸਨੂੰ ਬੇਦਖਲ ਕਰਦਾ ਹਾਂ।: [370, 1325, 752, 1381]
- notice-item: ਮੈਂ ਅਮਰਜੀਤ ਕੌਰ ਪਤਨੀ ਜਸਵੰਤ ਸਿੰਘ ਵਾਸੀ ਮ.ਨੰ. 17/18 ਗੁਰੂ ਗੋਬਿੰਦ ਸਿੰਘ ਨਗਰ ਨੇ ਆਪਣਾ ਨਾਮ ਬਦਲ ਕੇ ਅਮਰਜੀਤ ਕੌਰ ਰੱਖ ਲਿਆ ਹੈ।: [6, 830, 359, 886]
- notice-item: I, Harjit Singh Sadeora s/o Joginder Singh R/o H No 1251/2C/30, Street No 1 A Isher Nagar, Gill Road GNE College Ludhiana Changed My name as Harjit Singh. 7171: [761, 528, 941, 668]
- notice-item: ਮੈਂ ਗੁਰਪ੍ਰੀਤ ਸਿੰਘ ਪੁੱਤਰ ਲਖਵਿੰਦਰ ਸਿੰਘ ਵਾਸੀ ਪਟਿਆਲਾ (ਪੰਜਾਬ)-147101 ਨੇ ਆਪਣਾ ਨਾਮ ਬਦਲ ਕੇ ਗੁਰਪ੍ਰੀਤ ਸਿੰਘ ਰੱਖ ਲਿਆ ਹੈ।: [6, 766, 359, 823]
- notice-item: ਮੈਂ ਲਲਿਤ ਬਾਂਸਲ ਪੁੱਤਰ ਅਸ਼ੋਕ ਕੁਮਾਰ ਵਾਸੀ ਮ.ਨੰ. 49 ਨੇ ਆਪਣੇ ਪੁੱਤਰ ਦਾ ਨਾਮ ਬਦਲ ਕੇ ਪਰਿਸ਼ ਬਾਂਸਲ ਰੱਖ ਲਿਆ ਹੈ।: [6, 936, 359, 973]
- masthead-logo: [1158, 6, 1505, 57]
- notice-item: ਅਸੀਂ, ਨਰੇਸ਼ ਕੁਮਾਰ ਸੇਠੀ ਪੁੱਤਰ ਕਾਲੂ ਰਾਮ ਸੇਠੀ ਅਤੇ ਸ਼ਸ਼ੀ ਸੇਠੀ ਪਤਨੀ ਨਰੇਸ਼ ਕੁਮਾਰ ਸੇਠੀ ਵਾਸੀ ਮਕਾਨ ਨੰਬਰ 100 ਗਲੀ ਨੰਬਰ 3 ਗਣਪਤੀ ਵਿਹਾਰ ਫੋਕਲ ਪੁਆਇੰਟ ਲੁਧਿਆਣਾ ਦੇ ਵਸਨੀਕ ਹਾਂ ਕਿ ਸਾਡਾ ਲੜਕਾ ਅਜੀਤ ਸਿੰਘ ਸੇਠੀ ਸਾਡੇ ਕਹਿਣੇ ਤੋਂ ਬਾਹਰ ਹੈ। ਇਸ ਲਈ ਅਸੀਂ ਉਸਨੂੰ ਬੇਦਖਲ ਕਰਦੇ ਹਾਂ। 7171: [370, 336, 752, 412]
